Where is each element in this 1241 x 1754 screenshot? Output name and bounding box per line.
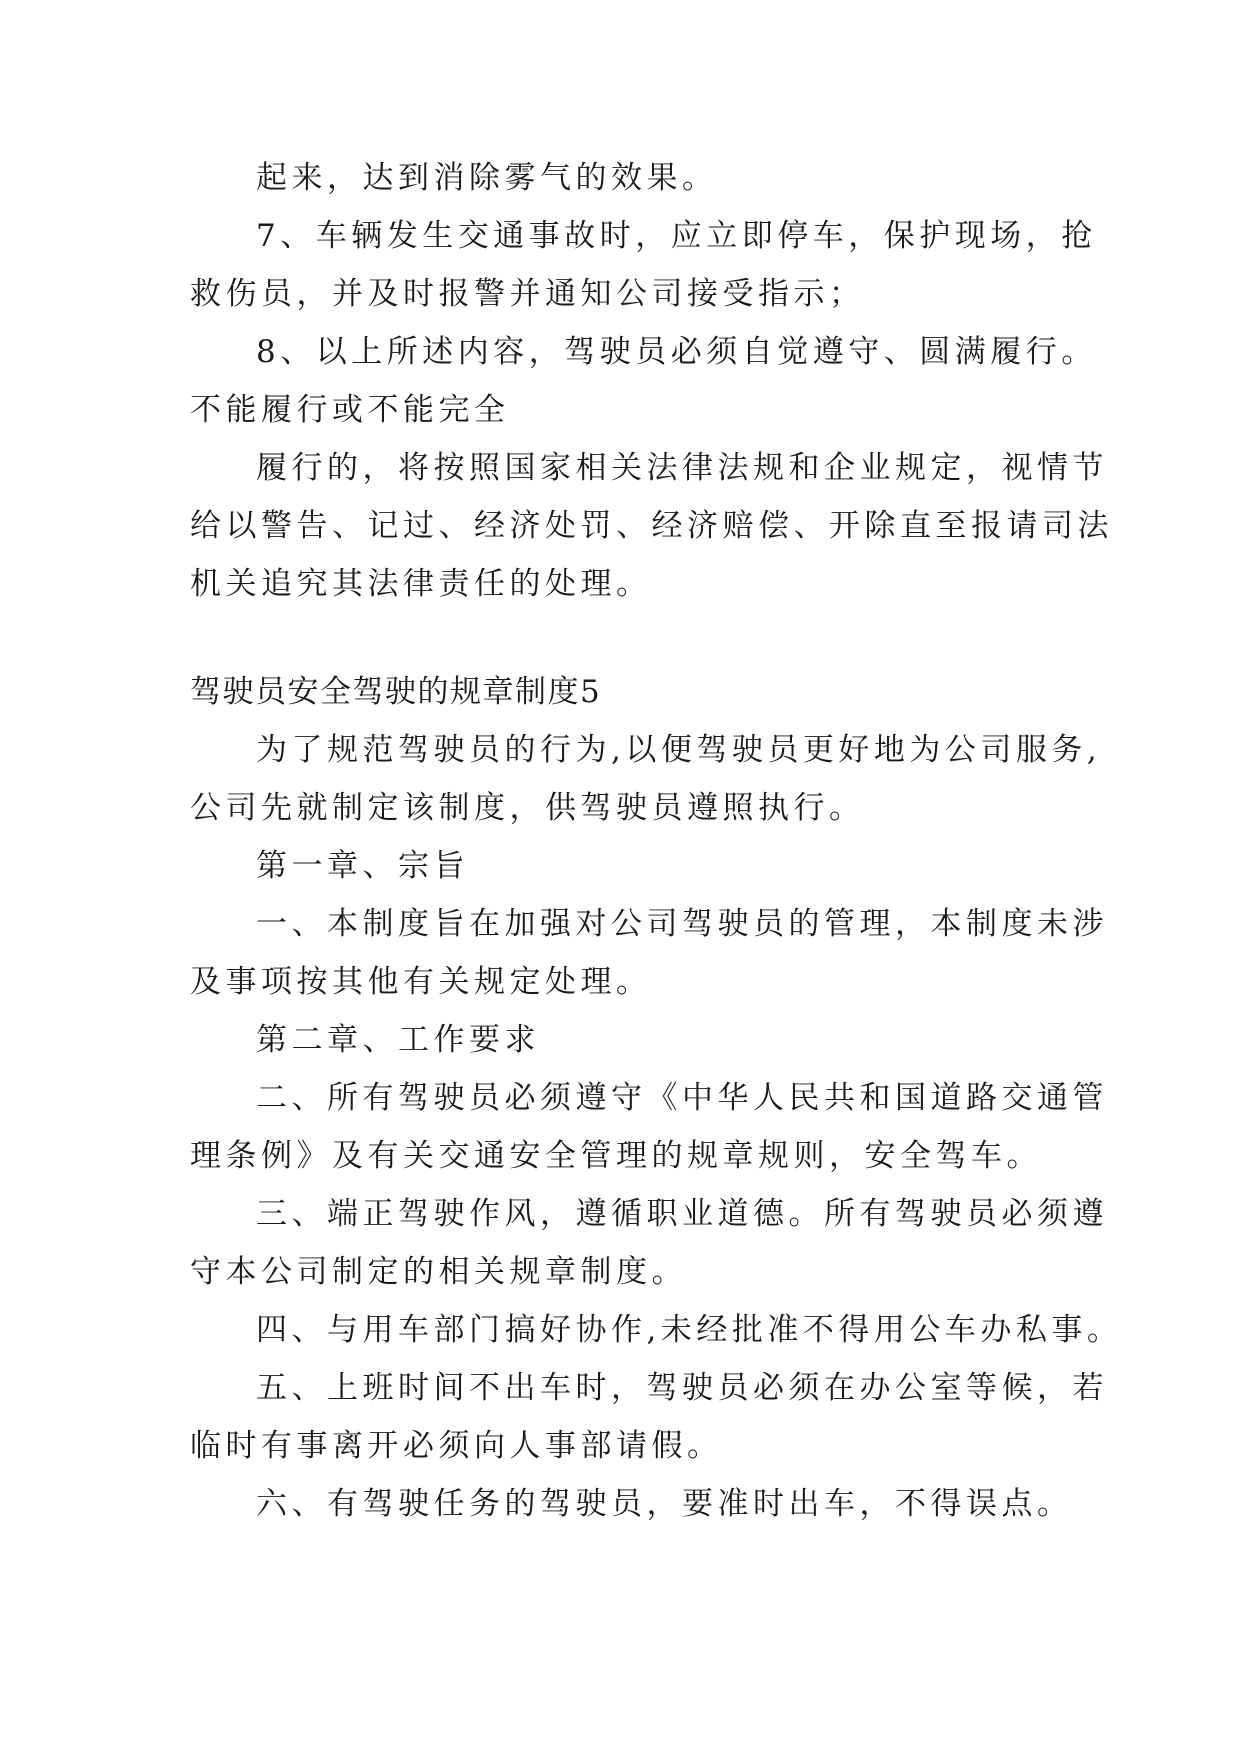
paragraph-line: 给以警告、记过、经济处罚、经济赔偿、开除直至报请司法 [190,508,1113,544]
paragraph-line: 为了规范驾驶员的行为,以便驾驶员更好地为公司服务, [256,732,1102,768]
paragraph-line: 7、车辆发生交通事故时，应立即停车，保护现场，抢 [256,218,1097,254]
paragraph-line: 三、端正驾驶作风，遵循职业道德。所有驾驶员必须遵 [256,1196,1108,1232]
paragraph-line: 不能履行或不能完全 [190,392,510,428]
chapter-heading: 第一章、宗旨 [256,848,469,884]
paragraph-line: 救伤员，并及时报警并通知公司接受指示； [190,276,865,312]
paragraph-line: 起来，达到消除雾气的效果。 [256,160,718,196]
paragraph-line: 二、所有驾驶员必须遵守《中华人民共和国道路交通管 [256,1080,1108,1116]
paragraph-line: 机关追究其法律责任的处理。 [190,566,652,602]
paragraph-line: 理条例》及有关交通安全管理的规章规则，安全驾车。 [190,1138,1042,1174]
section-heading: 驾驶员安全驾驶的规章制度5 [190,674,602,710]
paragraph-line: 8、以上所述内容，驾驶员必须自觉遵守、圆满履行。 [256,334,1097,370]
paragraph-line: 守本公司制定的相关规章制度。 [190,1254,687,1290]
paragraph-line: 履行的，将按照国家相关法律法规和企业规定，视情节 [256,450,1108,486]
chapter-heading: 第二章、工作要求 [256,1022,540,1058]
paragraph-line: 临时有事离开必须向人事部请假。 [190,1428,723,1464]
paragraph-line: 一、本制度旨在加强对公司驾驶员的管理，本制度未涉 [256,906,1108,942]
paragraph-line: 及事项按其他有关规定处理。 [190,964,652,1000]
paragraph-line: 公司先就制定该制度，供驾驶员遵照执行。 [190,790,865,826]
paragraph-line: 五、上班时间不出车时，驾驶员必须在办公室等候，若 [256,1370,1108,1406]
paragraph-line: 六、有驾驶任务的驾驶员，要准时出车，不得误点。 [256,1486,1073,1522]
paragraph-line: 四、与用车部门搞好协作,未经批准不得用公车办私事。 [256,1312,1123,1348]
